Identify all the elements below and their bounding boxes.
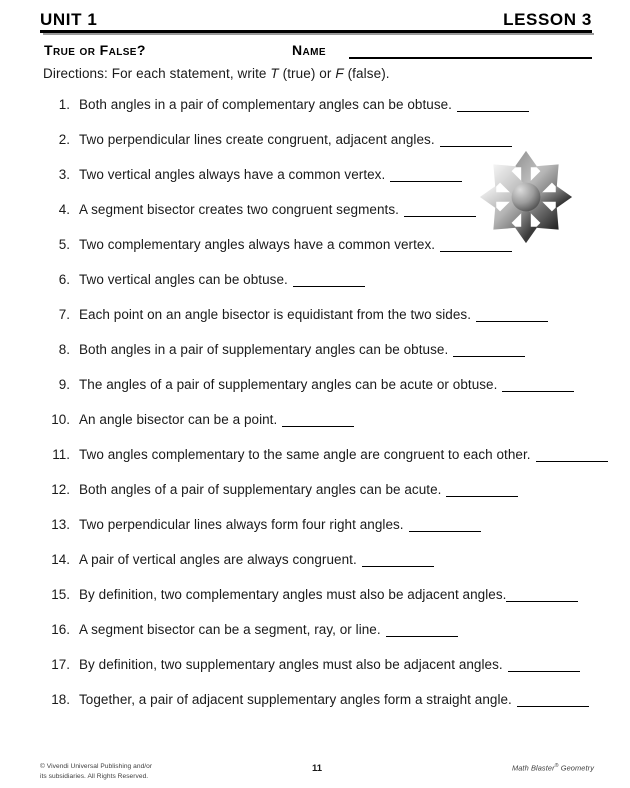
directions-mid: (true) or: [278, 66, 336, 81]
question-number: 14.: [51, 552, 70, 567]
name-input-line[interactable]: [349, 57, 592, 59]
answer-blank[interactable]: [508, 659, 580, 672]
question-body: [70, 446, 608, 462]
question-number: 16.: [51, 622, 70, 637]
question-body: [70, 96, 529, 112]
question-item: [40, 341, 610, 376]
question-number: 8.: [58, 342, 70, 357]
answer-blank[interactable]: [457, 99, 529, 112]
question-number: 17.: [51, 657, 70, 672]
question-body: [70, 306, 548, 322]
question-body: [70, 551, 434, 567]
answer-blank[interactable]: [390, 169, 462, 182]
question-text: By definition, two complementary angles must also be adjacent angles.: [79, 587, 507, 602]
question-item: [40, 376, 610, 411]
question-body: [70, 131, 512, 147]
question-body: [70, 236, 512, 252]
answer-blank[interactable]: [386, 624, 458, 637]
answer-blank[interactable]: [517, 694, 589, 707]
question-body: [70, 656, 580, 672]
header-rule: [40, 30, 592, 33]
question-number: 12.: [51, 482, 70, 497]
question-item: [40, 516, 610, 551]
question-text: Together, a pair of adjacent supplementary angles form a straight angle.: [79, 692, 512, 707]
answer-blank[interactable]: [446, 484, 518, 497]
page-number: 11: [311, 763, 323, 774]
brand-subject: Geometry: [558, 763, 594, 773]
answer-blank[interactable]: [440, 239, 512, 252]
question-item: [40, 446, 610, 481]
lesson-title: LESSON 3: [503, 10, 592, 29]
page-footer: [40, 762, 594, 786]
question-text: Two angles complementary to the same angle are congruent to each other.: [79, 447, 531, 462]
page-title: True or False?: [44, 42, 146, 58]
question-number: 1.: [58, 97, 70, 112]
answer-blank[interactable]: [409, 519, 481, 532]
question-body: [70, 586, 578, 602]
answer-blank[interactable]: [362, 554, 434, 567]
question-body: [70, 621, 458, 637]
question-text: An angle bisector can be a point.: [79, 412, 278, 427]
answer-blank[interactable]: [293, 274, 365, 287]
answer-blank[interactable]: [536, 449, 608, 462]
worksheet-title-row: [44, 41, 592, 63]
header-rule-shadow: [43, 33, 594, 35]
question-body: [70, 201, 476, 217]
question-text: Two perpendicular lines always form four right angles.: [79, 517, 404, 532]
question-body: [70, 411, 354, 427]
question-item: [40, 166, 610, 201]
answer-blank[interactable]: [476, 309, 548, 322]
question-item: [40, 306, 610, 341]
question-number: 9.: [58, 377, 70, 392]
directions-text: [43, 66, 390, 81]
question-item: [40, 271, 610, 306]
question-body: [70, 516, 481, 532]
question-body: [70, 691, 589, 707]
question-item: [40, 551, 610, 586]
question-text: Both angles of a pair of supplementary angles can be acute.: [79, 482, 442, 497]
question-number: 10.: [51, 412, 70, 427]
question-body: [70, 481, 518, 497]
question-number: 2.: [58, 132, 70, 147]
question-list: [40, 96, 610, 726]
answer-blank[interactable]: [506, 589, 578, 602]
question-text: Both angles in a pair of complementary angles can be obtuse.: [79, 97, 452, 112]
question-item: [40, 131, 610, 166]
directions-false-letter: F: [335, 66, 344, 81]
question-item: [40, 656, 610, 691]
question-number: 5.: [58, 237, 70, 252]
name-label: Name: [292, 42, 326, 58]
question-item: [40, 411, 610, 446]
question-body: [70, 166, 462, 182]
question-number: 3.: [58, 167, 70, 182]
answer-blank[interactable]: [453, 344, 525, 357]
question-text: A segment bisector can be a segment, ray, or line.: [79, 622, 381, 637]
brand-name: Math Blaster: [511, 763, 555, 773]
question-text: By definition, two supplementary angles must also be adjacent angles.: [79, 657, 503, 672]
question-item: [40, 621, 610, 656]
question-body: [70, 341, 525, 357]
question-item: [40, 201, 610, 236]
question-number: 13.: [51, 517, 70, 532]
question-item: [40, 586, 610, 621]
question-item: [40, 96, 610, 131]
question-number: 6.: [58, 272, 70, 287]
unit-title: UNIT 1: [40, 10, 98, 29]
unit-header: [40, 6, 592, 34]
question-number: 4.: [58, 202, 70, 217]
question-number: 11.: [52, 447, 70, 462]
question-text: A segment bisector creates two congruent segments.: [79, 202, 399, 217]
question-text: A pair of vertical angles are always congruent.: [79, 552, 357, 567]
question-number: 15.: [51, 587, 70, 602]
question-text: Both angles in a pair of supplementary angles can be obtuse.: [79, 342, 449, 357]
answer-blank[interactable]: [282, 414, 354, 427]
copyright-line-1: © Vivendi Universal Publishing and/or: [40, 763, 153, 770]
question-text: The angles of a pair of supplementary angles can be acute or obtuse.: [79, 377, 498, 392]
question-body: [70, 376, 574, 392]
answer-blank[interactable]: [502, 379, 574, 392]
question-number: 7.: [58, 307, 70, 322]
copyright-line-2: its subsidiaries. All Rights Reserved.: [40, 772, 149, 780]
question-number: 18.: [51, 692, 70, 707]
question-text: Two perpendicular lines create congruent, adjacent angles.: [79, 132, 435, 147]
directions-suffix: (false).: [343, 66, 390, 81]
question-item: [40, 481, 610, 516]
question-text: Two complementary angles always have a common vertex.: [79, 237, 436, 252]
registered-mark-icon: ®: [554, 763, 559, 769]
question-item: [40, 691, 610, 726]
directions-true-letter: T: [270, 66, 279, 81]
answer-blank[interactable]: [404, 204, 476, 217]
question-body: [70, 271, 365, 287]
question-text: Each point on an angle bisector is equidistant from the two sides.: [79, 307, 472, 322]
brand-label: [512, 763, 594, 772]
directions-prefix: Directions: For each statement, write: [43, 66, 271, 81]
question-text: Two vertical angles can be obtuse.: [79, 272, 288, 287]
answer-blank[interactable]: [440, 134, 512, 147]
question-text: Two vertical angles always have a common vertex.: [79, 167, 386, 182]
question-item: [40, 236, 610, 271]
